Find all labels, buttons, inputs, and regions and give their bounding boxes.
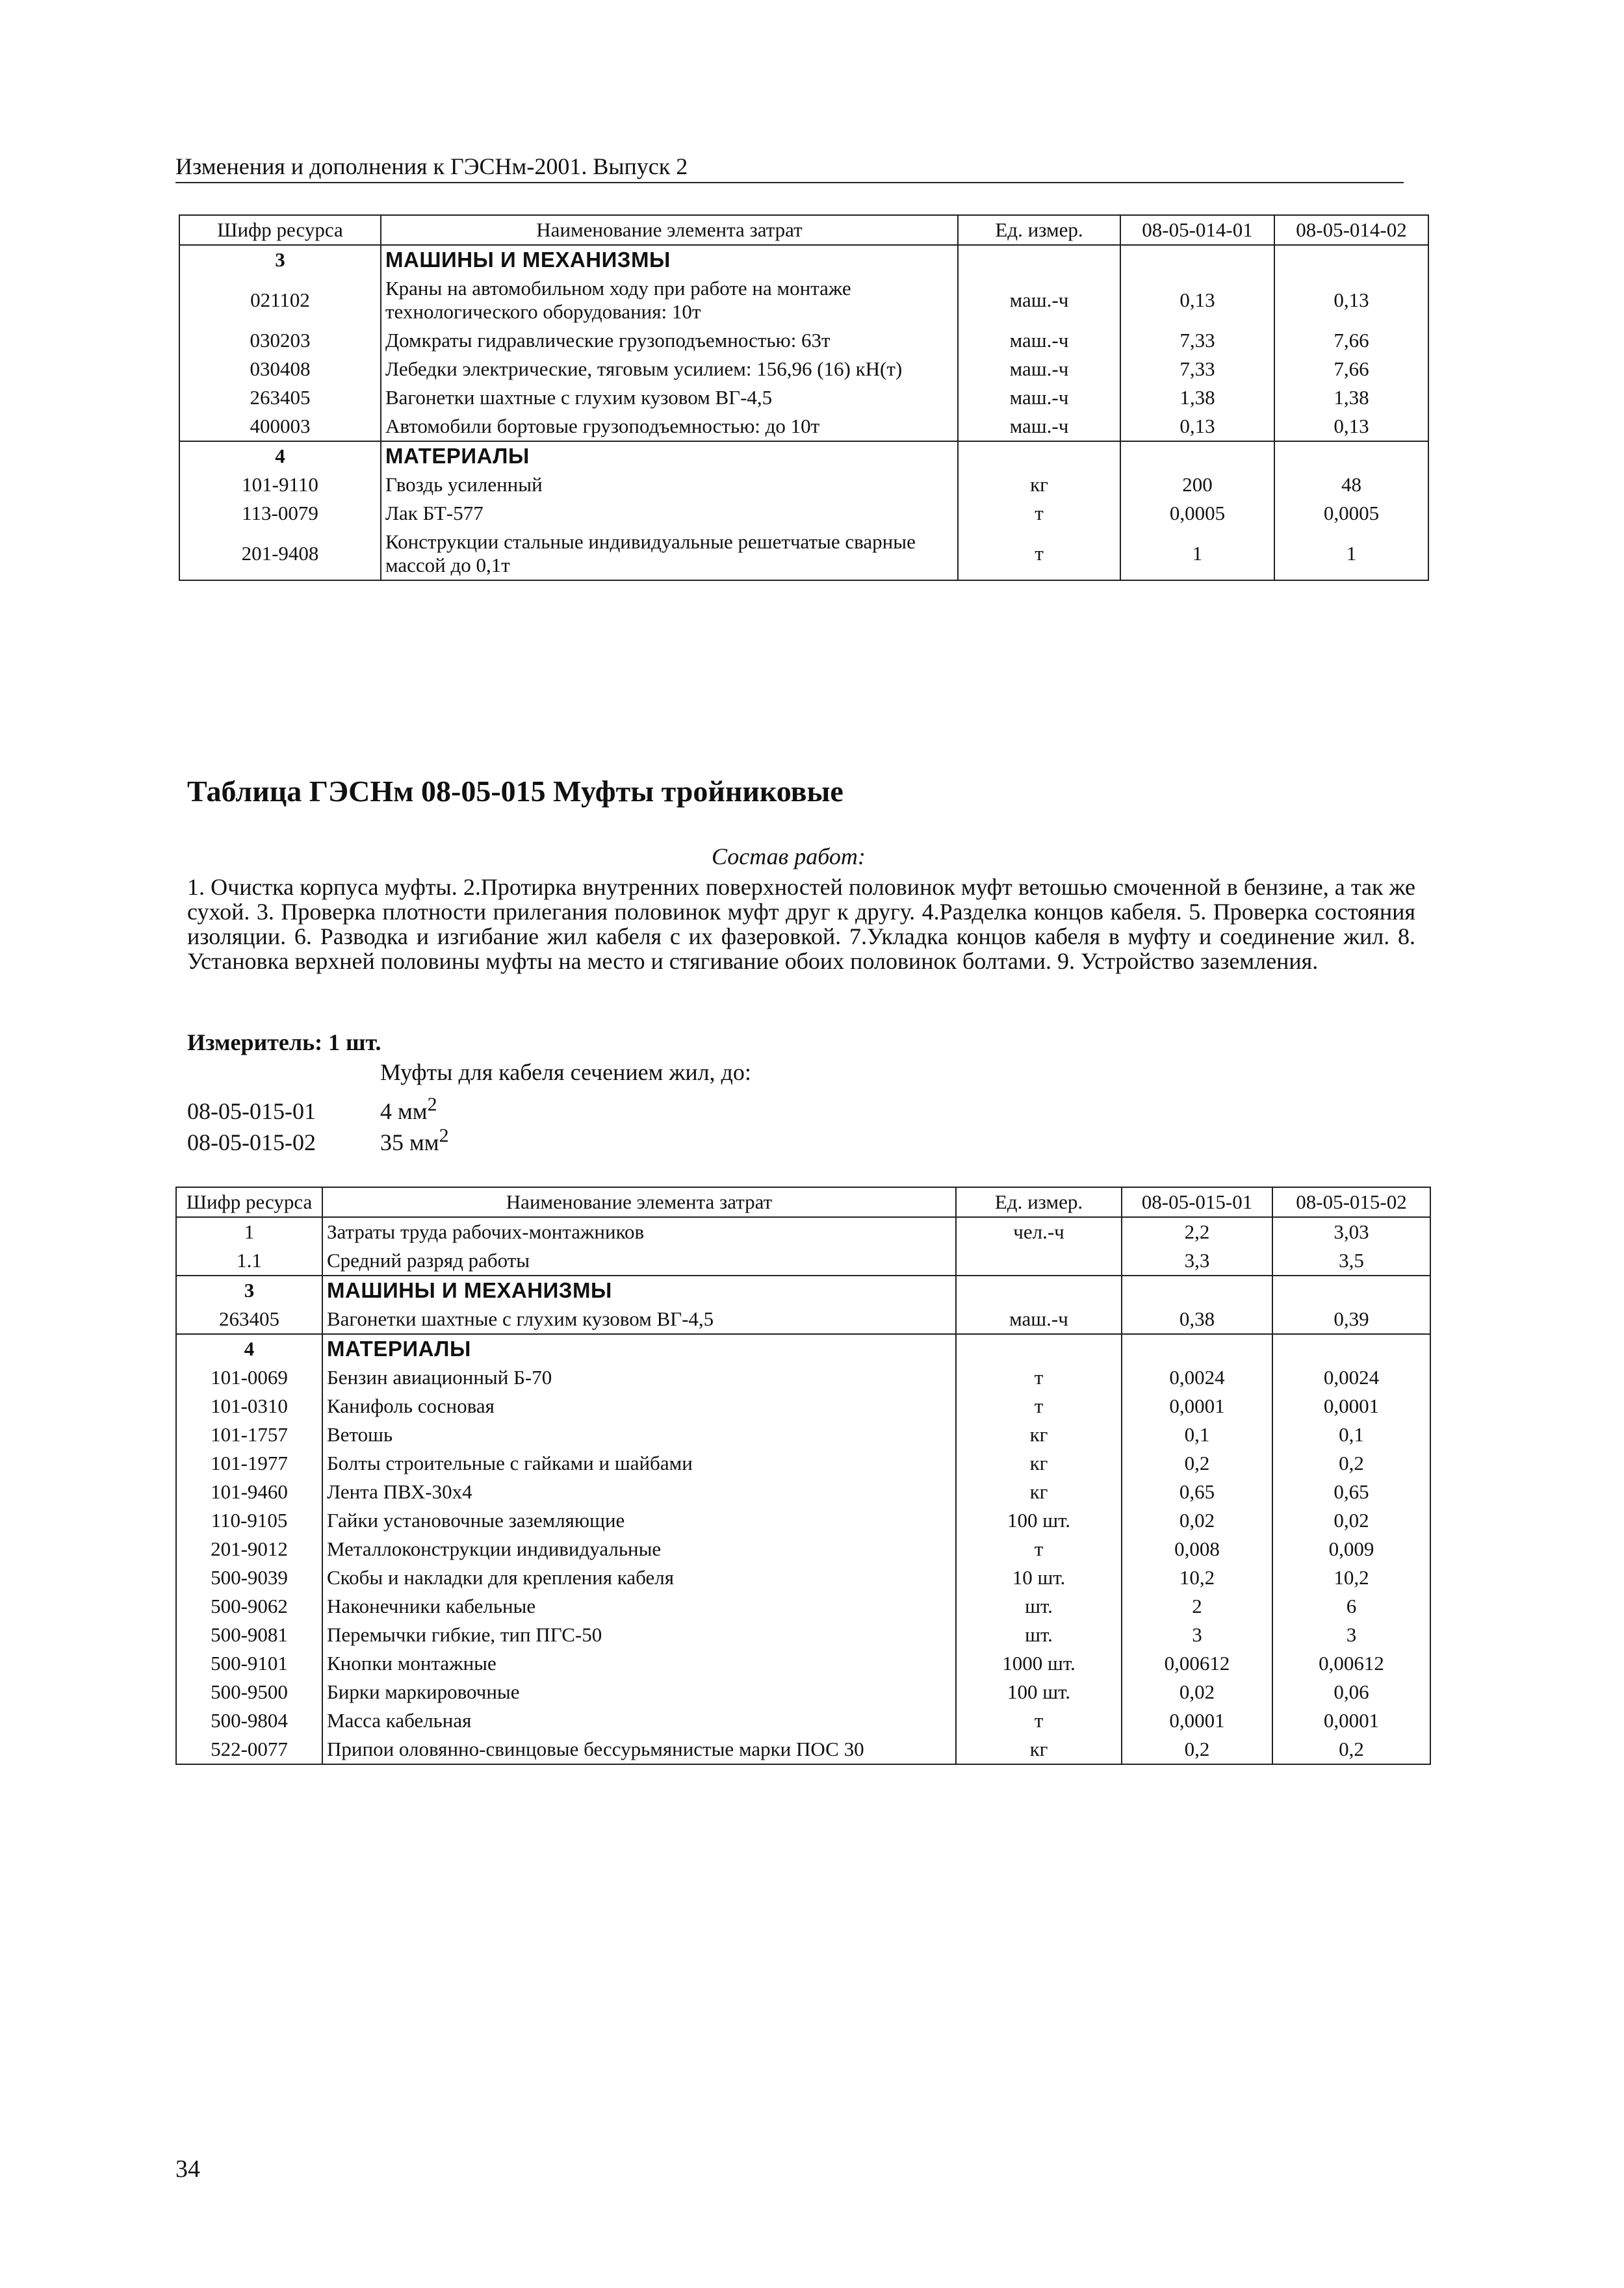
resource-code: 201-9012 xyxy=(176,1535,322,1563)
table-header-row xyxy=(179,215,1428,245)
variant-sup: 2 xyxy=(439,1125,449,1146)
section-row xyxy=(176,1334,1430,1363)
value-col1: 0,1 xyxy=(1122,1420,1272,1449)
value-col1 xyxy=(1120,441,1274,470)
value-col1: 2,2 xyxy=(1122,1217,1272,1246)
value-col1: 0,008 xyxy=(1122,1535,1272,1563)
value-col2: 6 xyxy=(1272,1592,1430,1621)
table-row xyxy=(176,1478,1430,1506)
resource-name: МАТЕРИАЛЫ xyxy=(381,441,958,470)
resource-code: 101-0310 xyxy=(176,1392,322,1420)
table-row xyxy=(176,1449,1430,1478)
resource-name: Перемычки гибкие, тип ПГС-50 xyxy=(322,1621,956,1649)
value-col2: 3 xyxy=(1272,1621,1430,1649)
table-row xyxy=(176,1706,1430,1735)
resource-code: 1.1 xyxy=(176,1246,322,1276)
resource-code: 110-9105 xyxy=(176,1506,322,1535)
value-col2: 0,00612 xyxy=(1272,1649,1430,1678)
resource-name: Домкраты гидравлические грузоподъемностью: 63т xyxy=(381,326,958,355)
works-description: 1. Очистка корпуса муфты. 2.Протирка внутренних поверхностей половинок муфт ветошью смоченной в бензине, а так же сухой. 3. Проверка плотности прилегания половинок муфт друг к другу. 4.Разделка концов кабеля. 5. Проверка состояния изоляции. 6. Разводка и изгибание жил кабеля с их фазеровкой. 7.Укладка концов кабеля в муфту и соединение жил. 8. Установка верхней половины муфты на место и стягивание обоих половинок болтами. 9. Устройство заземления. xyxy=(187,874,1415,974)
value-col1: 0,65 xyxy=(1122,1478,1272,1506)
variant-code: 08-05-015-01 xyxy=(187,1098,316,1124)
table-row xyxy=(179,274,1428,326)
value-col2: 0,02 xyxy=(1272,1506,1430,1535)
resource-code: 500-9062 xyxy=(176,1592,322,1621)
variant-value: 35 мм xyxy=(380,1129,439,1155)
unit-cell: маш.-ч xyxy=(958,274,1120,326)
table-body xyxy=(179,245,1428,580)
unit-cell: т xyxy=(956,1392,1122,1420)
unit-cell: маш.-ч xyxy=(958,412,1120,441)
value-col1: 1 xyxy=(1120,528,1274,580)
resource-name: Вагонетки шахтные с глухим кузовом ВГ-4,5 xyxy=(381,383,958,412)
value-col2 xyxy=(1274,441,1428,470)
table-row xyxy=(176,1305,1430,1334)
resource-name: Болты строительные с гайками и шайбами xyxy=(322,1449,956,1478)
unit-cell: маш.-ч xyxy=(956,1305,1122,1334)
resource-name: Бирки маркировочные xyxy=(322,1678,956,1706)
value-col2: 0,13 xyxy=(1274,274,1428,326)
resource-code: 3 xyxy=(179,245,381,274)
resource-code: 500-9500 xyxy=(176,1678,322,1706)
value-col1: 0,2 xyxy=(1122,1735,1272,1764)
unit-cell: кг xyxy=(956,1449,1122,1478)
resource-name: Лента ПВХ-30х4 xyxy=(322,1478,956,1506)
value-col2: 48 xyxy=(1274,470,1428,499)
unit-cell: кг xyxy=(958,470,1120,499)
value-col2: 0,0001 xyxy=(1272,1392,1430,1420)
value-col2: 1,38 xyxy=(1274,383,1428,412)
resource-code: 030408 xyxy=(179,355,381,383)
value-col2: 7,66 xyxy=(1274,355,1428,383)
unit-cell: 1000 шт. xyxy=(956,1649,1122,1678)
header-col1: 08-05-014-01 xyxy=(1120,215,1274,245)
variant-sup: 2 xyxy=(427,1094,437,1115)
resource-name: Припои оловянно-свинцовые бессурьмянистые марки ПОС 30 xyxy=(322,1735,956,1764)
unit-cell: т xyxy=(956,1363,1122,1392)
resource-name: Конструкции стальные индивидуальные решетчатые сварные массой до 0,1т xyxy=(381,528,958,580)
value-col2 xyxy=(1274,245,1428,274)
resource-name: Бензин авиационный Б-70 xyxy=(322,1363,956,1392)
page-number: 34 xyxy=(175,2155,200,2183)
unit-cell: 100 шт. xyxy=(956,1506,1122,1535)
resource-table-014 xyxy=(179,214,1429,581)
value-col2: 1 xyxy=(1274,528,1428,580)
value-col1: 0,13 xyxy=(1120,412,1274,441)
header-code: Шифр ресурса xyxy=(179,215,381,245)
table-row xyxy=(176,1535,1430,1563)
value-col2: 0,39 xyxy=(1272,1305,1430,1334)
table-row xyxy=(176,1592,1430,1621)
unit-cell: 100 шт. xyxy=(956,1678,1122,1706)
resource-code: 4 xyxy=(176,1334,322,1363)
value-col1: 1,38 xyxy=(1120,383,1274,412)
unit-cell: кг xyxy=(956,1478,1122,1506)
value-col2: 0,13 xyxy=(1274,412,1428,441)
unit-cell: кг xyxy=(956,1735,1122,1764)
resource-code: 113-0079 xyxy=(179,499,381,528)
unit-cell: т xyxy=(956,1706,1122,1735)
table-row xyxy=(176,1217,1430,1246)
value-col1: 0,2 xyxy=(1122,1449,1272,1478)
table-row xyxy=(176,1649,1430,1678)
unit-cell: маш.-ч xyxy=(958,355,1120,383)
resource-code: 101-1757 xyxy=(176,1420,322,1449)
value-col1: 0,02 xyxy=(1122,1506,1272,1535)
resource-name: Скобы и накладки для крепления кабеля xyxy=(322,1563,956,1592)
value-col2: 3,5 xyxy=(1272,1246,1430,1276)
table-row xyxy=(176,1563,1430,1592)
header-name: Наименование элемента затрат xyxy=(381,215,958,245)
resource-name: Гайки установочные заземляющие xyxy=(322,1506,956,1535)
resource-name: Краны на автомобильном ходу при работе на монтаже технологического оборудования: 10т xyxy=(381,274,958,326)
resource-name: МАШИНЫ И МЕХАНИЗМЫ xyxy=(381,245,958,274)
value-col1: 0,0005 xyxy=(1120,499,1274,528)
unit-cell xyxy=(958,245,1120,274)
resource-name: Средний разряд работы xyxy=(322,1246,956,1276)
value-col1: 3 xyxy=(1122,1621,1272,1649)
resource-code: 201-9408 xyxy=(179,528,381,580)
variant-row xyxy=(187,1090,437,1125)
resource-name: Гвоздь усиленный xyxy=(381,470,958,499)
resource-code: 3 xyxy=(176,1276,322,1305)
resource-name: Затраты труда рабочих-монтажников xyxy=(322,1217,956,1246)
resource-name: Металлоконструкции индивидуальные xyxy=(322,1535,956,1563)
running-header: Изменения и дополнения к ГЭСНм-2001. Выпуск 2 xyxy=(175,152,1404,183)
value-col2: 0,06 xyxy=(1272,1678,1430,1706)
resource-name: Вагонетки шахтные с глухим кузовом ВГ-4,5 xyxy=(322,1305,956,1334)
variant-row xyxy=(187,1122,449,1157)
unit-cell: маш.-ч xyxy=(958,326,1120,355)
value-col1: 2 xyxy=(1122,1592,1272,1621)
value-col2: 0,009 xyxy=(1272,1535,1430,1563)
table-row xyxy=(179,383,1428,412)
resource-name: Наконечники кабельные xyxy=(322,1592,956,1621)
unit-cell: шт. xyxy=(956,1592,1122,1621)
value-col1: 0,00612 xyxy=(1122,1649,1272,1678)
resource-name: Канифоль сосновая xyxy=(322,1392,956,1420)
value-col1: 0,38 xyxy=(1122,1305,1272,1334)
resource-name: Кнопки монтажные xyxy=(322,1649,956,1678)
resource-code: 021102 xyxy=(179,274,381,326)
header-code: Шифр ресурса xyxy=(176,1187,322,1217)
unit-cell: чел.-ч xyxy=(956,1217,1122,1246)
resource-name: Лак БТ-577 xyxy=(381,499,958,528)
table-row xyxy=(176,1246,1430,1276)
value-col1: 200 xyxy=(1120,470,1274,499)
value-col1: 3,3 xyxy=(1122,1246,1272,1276)
header-col1: 08-05-015-01 xyxy=(1122,1187,1272,1217)
value-col2: 0,65 xyxy=(1272,1478,1430,1506)
resource-code: 4 xyxy=(179,441,381,470)
value-col1: 0,02 xyxy=(1122,1678,1272,1706)
resource-code: 500-9039 xyxy=(176,1563,322,1592)
value-col2 xyxy=(1272,1276,1430,1305)
value-col1: 0,13 xyxy=(1120,274,1274,326)
unit-cell: т xyxy=(958,528,1120,580)
measure-description: Муфты для кабеля сечением жил, до: xyxy=(380,1059,751,1085)
value-col2 xyxy=(1272,1334,1430,1363)
header-name: Наименование элемента затрат xyxy=(322,1187,956,1217)
value-col2: 0,0005 xyxy=(1274,499,1428,528)
unit-cell: шт. xyxy=(956,1621,1122,1649)
header-col2: 08-05-015-02 xyxy=(1272,1187,1430,1217)
resource-name: Ветошь xyxy=(322,1420,956,1449)
resource-code: 1 xyxy=(176,1217,322,1246)
resource-name: Лебедки электрические, тяговым усилием: 156,96 (16) кН(т) xyxy=(381,355,958,383)
table-row xyxy=(176,1621,1430,1649)
table-row xyxy=(176,1506,1430,1535)
section-row xyxy=(179,441,1428,470)
value-col1: 10,2 xyxy=(1122,1563,1272,1592)
resource-code: 030203 xyxy=(179,326,381,355)
table-row xyxy=(179,412,1428,441)
unit-cell: т xyxy=(956,1535,1122,1563)
table-row xyxy=(179,470,1428,499)
value-col2: 0,0001 xyxy=(1272,1706,1430,1735)
value-col2: 0,0024 xyxy=(1272,1363,1430,1392)
value-col1: 0,0024 xyxy=(1122,1363,1272,1392)
value-col1: 7,33 xyxy=(1120,326,1274,355)
table-body xyxy=(176,1217,1430,1764)
value-col1: 0,0001 xyxy=(1122,1392,1272,1420)
value-col1: 0,0001 xyxy=(1122,1706,1272,1735)
value-col1 xyxy=(1122,1334,1272,1363)
resource-code: 101-9460 xyxy=(176,1478,322,1506)
value-col2: 0,2 xyxy=(1272,1735,1430,1764)
resource-name: МАШИНЫ И МЕХАНИЗМЫ xyxy=(322,1276,956,1305)
header-col2: 08-05-014-02 xyxy=(1274,215,1428,245)
table-row xyxy=(179,355,1428,383)
resource-code: 500-9101 xyxy=(176,1649,322,1678)
unit-cell: 10 шт. xyxy=(956,1563,1122,1592)
unit-cell xyxy=(956,1276,1122,1305)
resource-name: Масса кабельная xyxy=(322,1706,956,1735)
table-row xyxy=(176,1678,1430,1706)
section-row xyxy=(179,245,1428,274)
resource-table-015 xyxy=(175,1187,1431,1765)
table-row xyxy=(179,528,1428,580)
table-row xyxy=(179,326,1428,355)
unit-cell xyxy=(958,441,1120,470)
resource-code: 500-9081 xyxy=(176,1621,322,1649)
value-col1 xyxy=(1120,245,1274,274)
table-row xyxy=(176,1420,1430,1449)
value-col2: 3,03 xyxy=(1272,1217,1430,1246)
resource-name: МАТЕРИАЛЫ xyxy=(322,1334,956,1363)
value-col2: 0,2 xyxy=(1272,1449,1430,1478)
value-col1: 7,33 xyxy=(1120,355,1274,383)
resource-code: 101-9110 xyxy=(179,470,381,499)
resource-code: 263405 xyxy=(179,383,381,412)
table-row xyxy=(179,499,1428,528)
works-title: Состав работ: xyxy=(712,843,866,869)
value-col1 xyxy=(1122,1276,1272,1305)
resource-code: 522-0077 xyxy=(176,1735,322,1764)
header-unit: Ед. измер. xyxy=(958,215,1120,245)
value-col2: 0,1 xyxy=(1272,1420,1430,1449)
resource-name: Автомобили бортовые грузоподъемностью: до 10т xyxy=(381,412,958,441)
table-row xyxy=(176,1363,1430,1392)
resource-code: 101-0069 xyxy=(176,1363,322,1392)
value-col2: 10,2 xyxy=(1272,1563,1430,1592)
unit-cell: кг xyxy=(956,1420,1122,1449)
unit-cell: т xyxy=(958,499,1120,528)
resource-code: 400003 xyxy=(179,412,381,441)
section-title: Таблица ГЭСНм 08-05-015 Муфты тройниковые xyxy=(187,775,844,808)
section-row xyxy=(176,1276,1430,1305)
table-row xyxy=(176,1392,1430,1420)
resource-code: 101-1977 xyxy=(176,1449,322,1478)
unit-cell xyxy=(956,1246,1122,1276)
resource-code: 500-9804 xyxy=(176,1706,322,1735)
unit-cell xyxy=(956,1334,1122,1363)
measure-unit: Измеритель: 1 шт. xyxy=(187,1029,381,1055)
value-col2: 7,66 xyxy=(1274,326,1428,355)
resource-code: 263405 xyxy=(176,1305,322,1334)
header-unit: Ед. измер. xyxy=(956,1187,1122,1217)
table-row xyxy=(176,1735,1430,1764)
unit-cell: маш.-ч xyxy=(958,383,1120,412)
table-header-row xyxy=(176,1187,1430,1217)
variant-value: 4 мм xyxy=(380,1098,428,1124)
variant-code: 08-05-015-02 xyxy=(187,1129,316,1155)
